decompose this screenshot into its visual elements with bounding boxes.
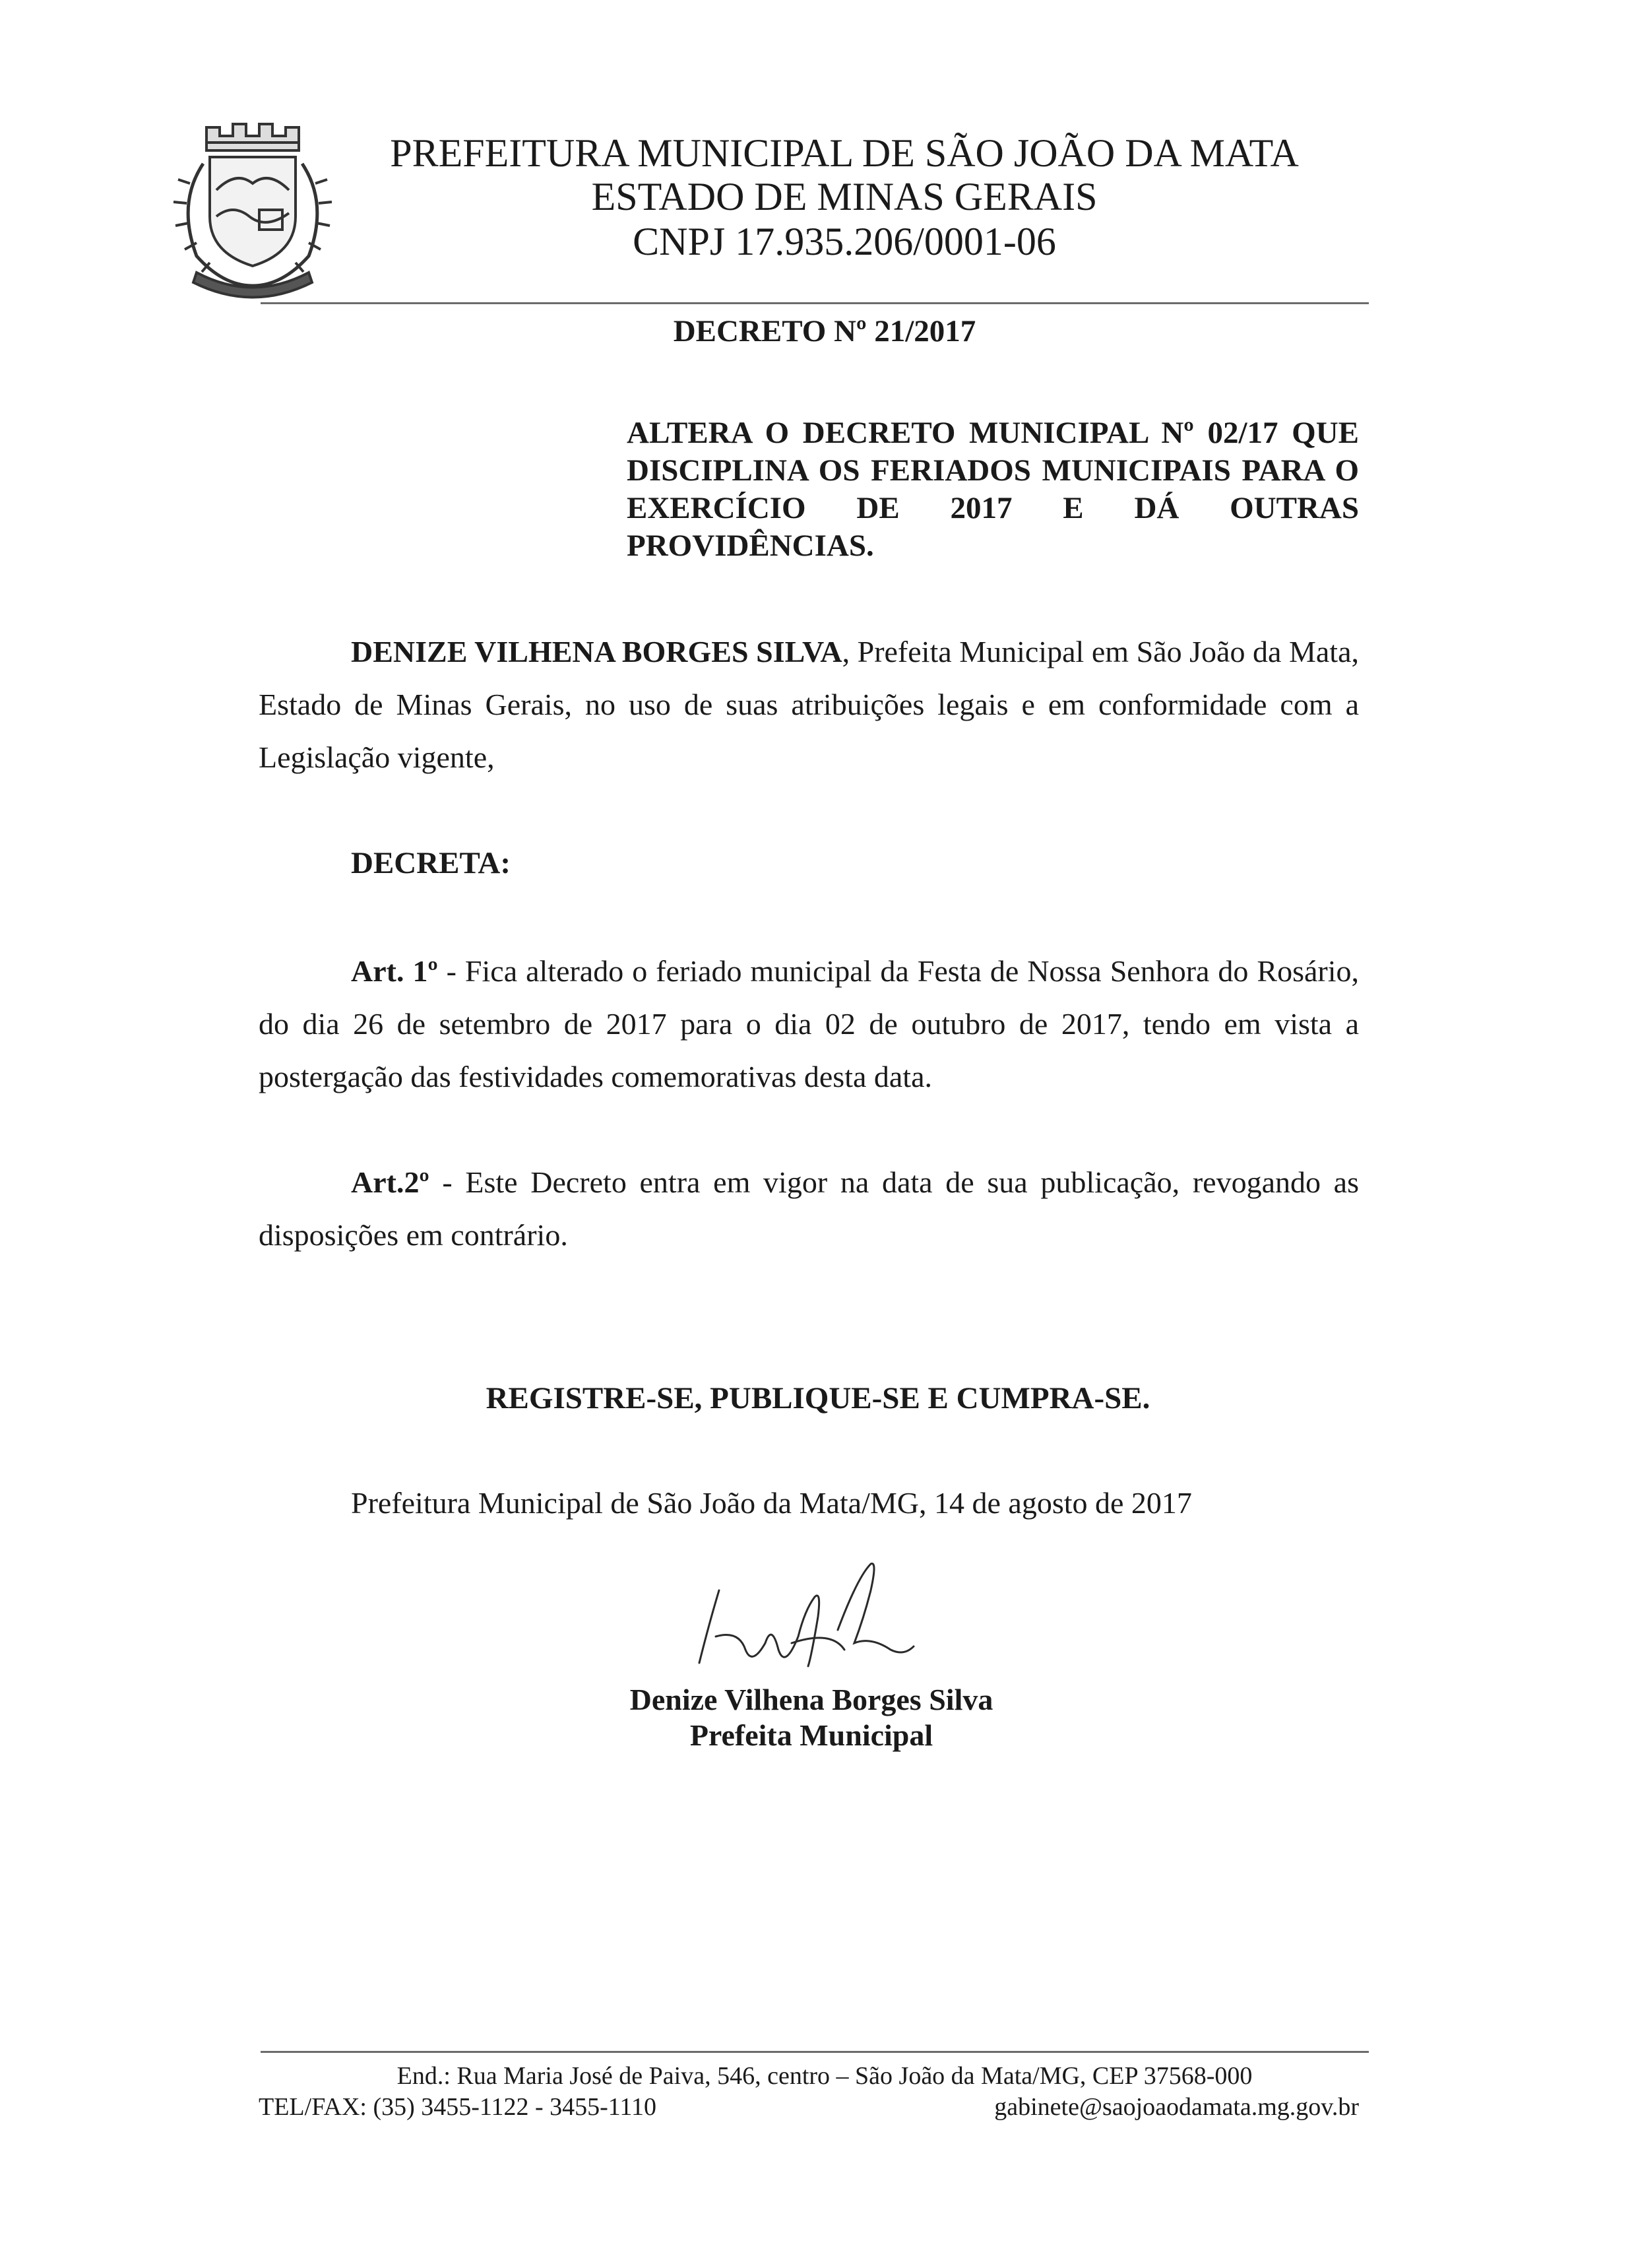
footer-address: End.: Rua Maria José de Paiva, 546, centro – São João da Mata/MG, CEP 37568-000 (396, 2062, 1253, 2090)
mayor-name: DENIZE VILHENA BORGES SILVA (351, 635, 842, 668)
signatory-role: Prefeita Municipal (689, 1718, 933, 1752)
article-2 (259, 1156, 1359, 1262)
decreta-heading: DECRETA: (351, 846, 511, 880)
intro-text: , Prefeita Municipal em São João da Mata, Estado de Minas Gerais, no uso de suas atribuições legais e em conformidade com a Legislação vigente, (259, 635, 1359, 774)
header-divider (261, 302, 1369, 304)
header-municipality: PREFEITURA MUNICIPAL DE SÃO JOÃO DA MATA (390, 131, 1299, 175)
closing-formula: REGISTRE-SE, PUBLIQUE-SE E CUMPRA-SE. (486, 1381, 1150, 1415)
decree-ementa-end: PROVIDÊNCIAS. (627, 529, 874, 563)
footer-email: gabinete@saojoaodamata.mg.gov.br (994, 2093, 1359, 2121)
header-cnpj: CNPJ 17.935.206/0001-06 (633, 220, 1056, 263)
place-and-date: Prefeitura Municipal de São João da Mata/MG, 14 de agosto de 2017 (351, 1486, 1192, 1520)
decree-ementa: ALTERA O DECRETO MUNICIPAL Nº 02/17 QUE DISCIPLINA OS FERIADOS MUNICIPAIS PARA O EXERCÍCIO DE 2017 E DÁ OUTRAS (627, 416, 1359, 525)
article-1-label: Art. 1º (351, 954, 438, 988)
intro-paragraph (259, 626, 1359, 784)
footer-divider (261, 2051, 1369, 2053)
decree-number: DECRETO Nº 21/2017 (673, 314, 976, 348)
article-1 (259, 945, 1359, 1103)
header-state: ESTADO DE MINAS GERAIS (591, 175, 1098, 218)
article-2-text: - Este Decreto entra em vigor na data de sua publicação, revogando as disposições em contrário. (259, 1165, 1359, 1252)
article-2-label: Art.2º (351, 1165, 429, 1199)
signatory-name: Denize Vilhena Borges Silva (629, 1683, 993, 1716)
footer-phone: TEL/FAX: (35) 3455-1122 - 3455-1110 (259, 2093, 656, 2121)
article-1-text: - Fica alterado o feriado municipal da Festa de Nossa Senhora do Rosário, do dia 26 de setembro de 2017 para o dia 02 de outubro de 2017, tendo em vista a postergação das festividades comemorativas desta data. (259, 954, 1359, 1093)
handwritten-signature (679, 1551, 930, 1683)
